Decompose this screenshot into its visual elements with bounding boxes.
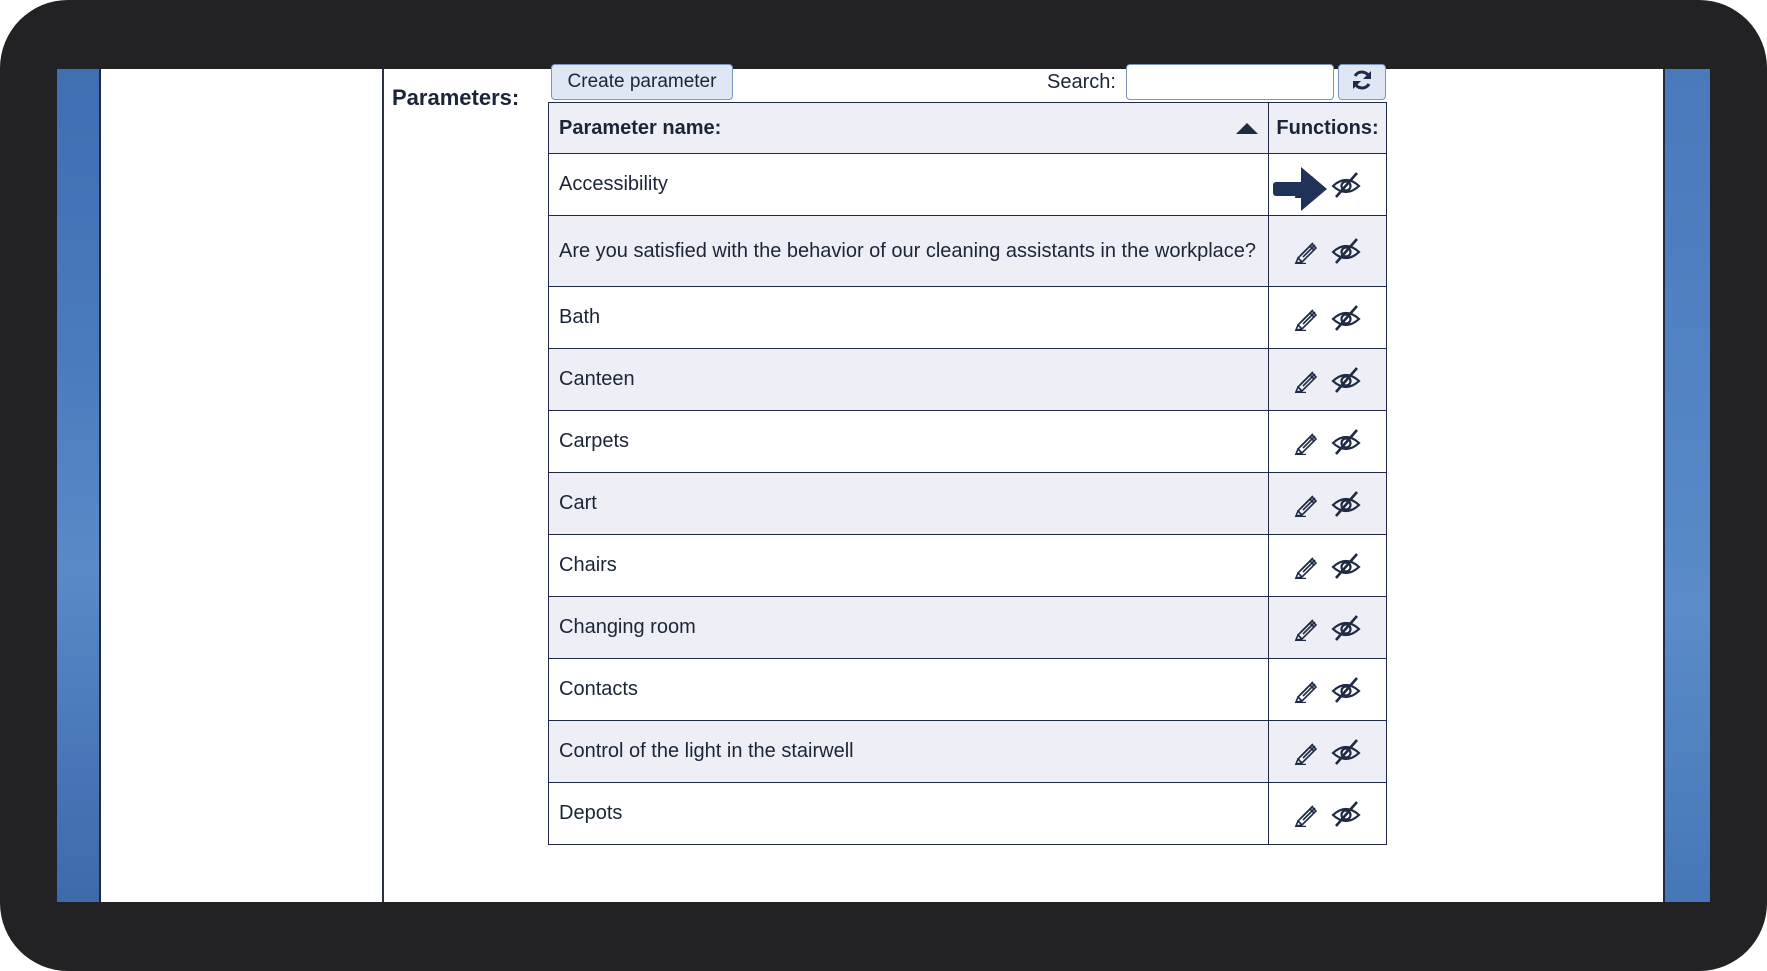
table-row: [549, 411, 1387, 473]
table-row: [549, 287, 1387, 349]
table-row: [549, 721, 1387, 783]
functions-cell: [1269, 287, 1387, 349]
parameter-name-cell: Canteen: [549, 349, 1269, 411]
left-border-line: [99, 69, 101, 902]
refresh-button[interactable]: [1338, 64, 1386, 100]
edit-pencil-icon[interactable]: [1294, 238, 1322, 264]
edit-pencil-icon[interactable]: [1294, 615, 1322, 641]
table-row: [549, 349, 1387, 411]
hide-eye-slash-icon[interactable]: [1330, 171, 1362, 199]
parameter-name-cell: Bath: [549, 287, 1269, 349]
hide-eye-slash-icon[interactable]: [1330, 237, 1362, 265]
functions-cell: [1269, 721, 1387, 783]
table-row: [549, 473, 1387, 535]
functions-cell: [1269, 216, 1387, 287]
parameter-name-cell: Depots: [549, 783, 1269, 845]
parameter-name-header[interactable]: [549, 103, 1269, 154]
parameter-name-cell: Are you satisfied with the behavior of our cleaning assistants in the workplace?: [549, 216, 1269, 287]
page-title: Parameters:: [392, 85, 520, 110]
parameter-name-cell: Accessibility: [549, 154, 1269, 216]
hide-eye-slash-icon[interactable]: [1330, 428, 1362, 456]
functions-cell: [1269, 535, 1387, 597]
table-row: [549, 154, 1387, 216]
table-row: [549, 535, 1387, 597]
parameter-name-cell: Chairs: [549, 535, 1269, 597]
edit-pencil-icon[interactable]: [1294, 367, 1322, 393]
hide-eye-slash-icon[interactable]: [1330, 552, 1362, 580]
refresh-icon: [1350, 68, 1374, 97]
functions-cell: [1269, 411, 1387, 473]
parameter-name-header-label: Parameter name:: [559, 116, 722, 139]
edit-pencil-icon[interactable]: [1294, 305, 1322, 331]
search-label: Search:: [1047, 71, 1116, 93]
functions-cell: [1269, 349, 1387, 411]
functions-cell: [1269, 597, 1387, 659]
hide-eye-slash-icon[interactable]: [1330, 676, 1362, 704]
functions-cell: [1269, 783, 1387, 845]
functions-cell: [1269, 659, 1387, 721]
table-row: [549, 783, 1387, 845]
table-header-row: [549, 103, 1387, 154]
table-body: [549, 154, 1387, 845]
functions-header: Functions:: [1269, 103, 1387, 154]
table-row: [549, 597, 1387, 659]
edit-pencil-icon[interactable]: [1294, 491, 1322, 517]
edit-pencil-icon[interactable]: [1294, 553, 1322, 579]
create-parameter-button[interactable]: Create parameter: [551, 64, 733, 100]
edit-pencil-icon[interactable]: [1294, 677, 1322, 703]
parameters-table: [548, 102, 1387, 845]
hide-eye-slash-icon[interactable]: [1330, 614, 1362, 642]
hide-eye-slash-icon[interactable]: [1330, 800, 1362, 828]
parameter-name-cell: Control of the light in the stairwell: [549, 721, 1269, 783]
parameter-name-cell: Contacts: [549, 659, 1269, 721]
parameter-name-cell: Changing room: [549, 597, 1269, 659]
edit-pencil-icon[interactable]: [1294, 429, 1322, 455]
sidebar-divider: [382, 69, 384, 902]
edit-pencil-icon[interactable]: [1294, 801, 1322, 827]
functions-cell: [1269, 473, 1387, 535]
hide-eye-slash-icon[interactable]: [1330, 366, 1362, 394]
sort-ascending-icon[interactable]: [1236, 123, 1258, 134]
pointer-arrow-icon: [1273, 165, 1333, 220]
hide-eye-slash-icon[interactable]: [1330, 738, 1362, 766]
hide-eye-slash-icon[interactable]: [1330, 490, 1362, 518]
edit-pencil-icon[interactable]: [1294, 739, 1322, 765]
right-background-strip: [1665, 69, 1710, 902]
table-row: [549, 216, 1387, 287]
search-input[interactable]: [1126, 64, 1334, 100]
left-background-strip: [57, 69, 99, 902]
parameter-name-cell: Carpets: [549, 411, 1269, 473]
parameter-name-cell: Cart: [549, 473, 1269, 535]
hide-eye-slash-icon[interactable]: [1330, 304, 1362, 332]
table-row: [549, 659, 1387, 721]
